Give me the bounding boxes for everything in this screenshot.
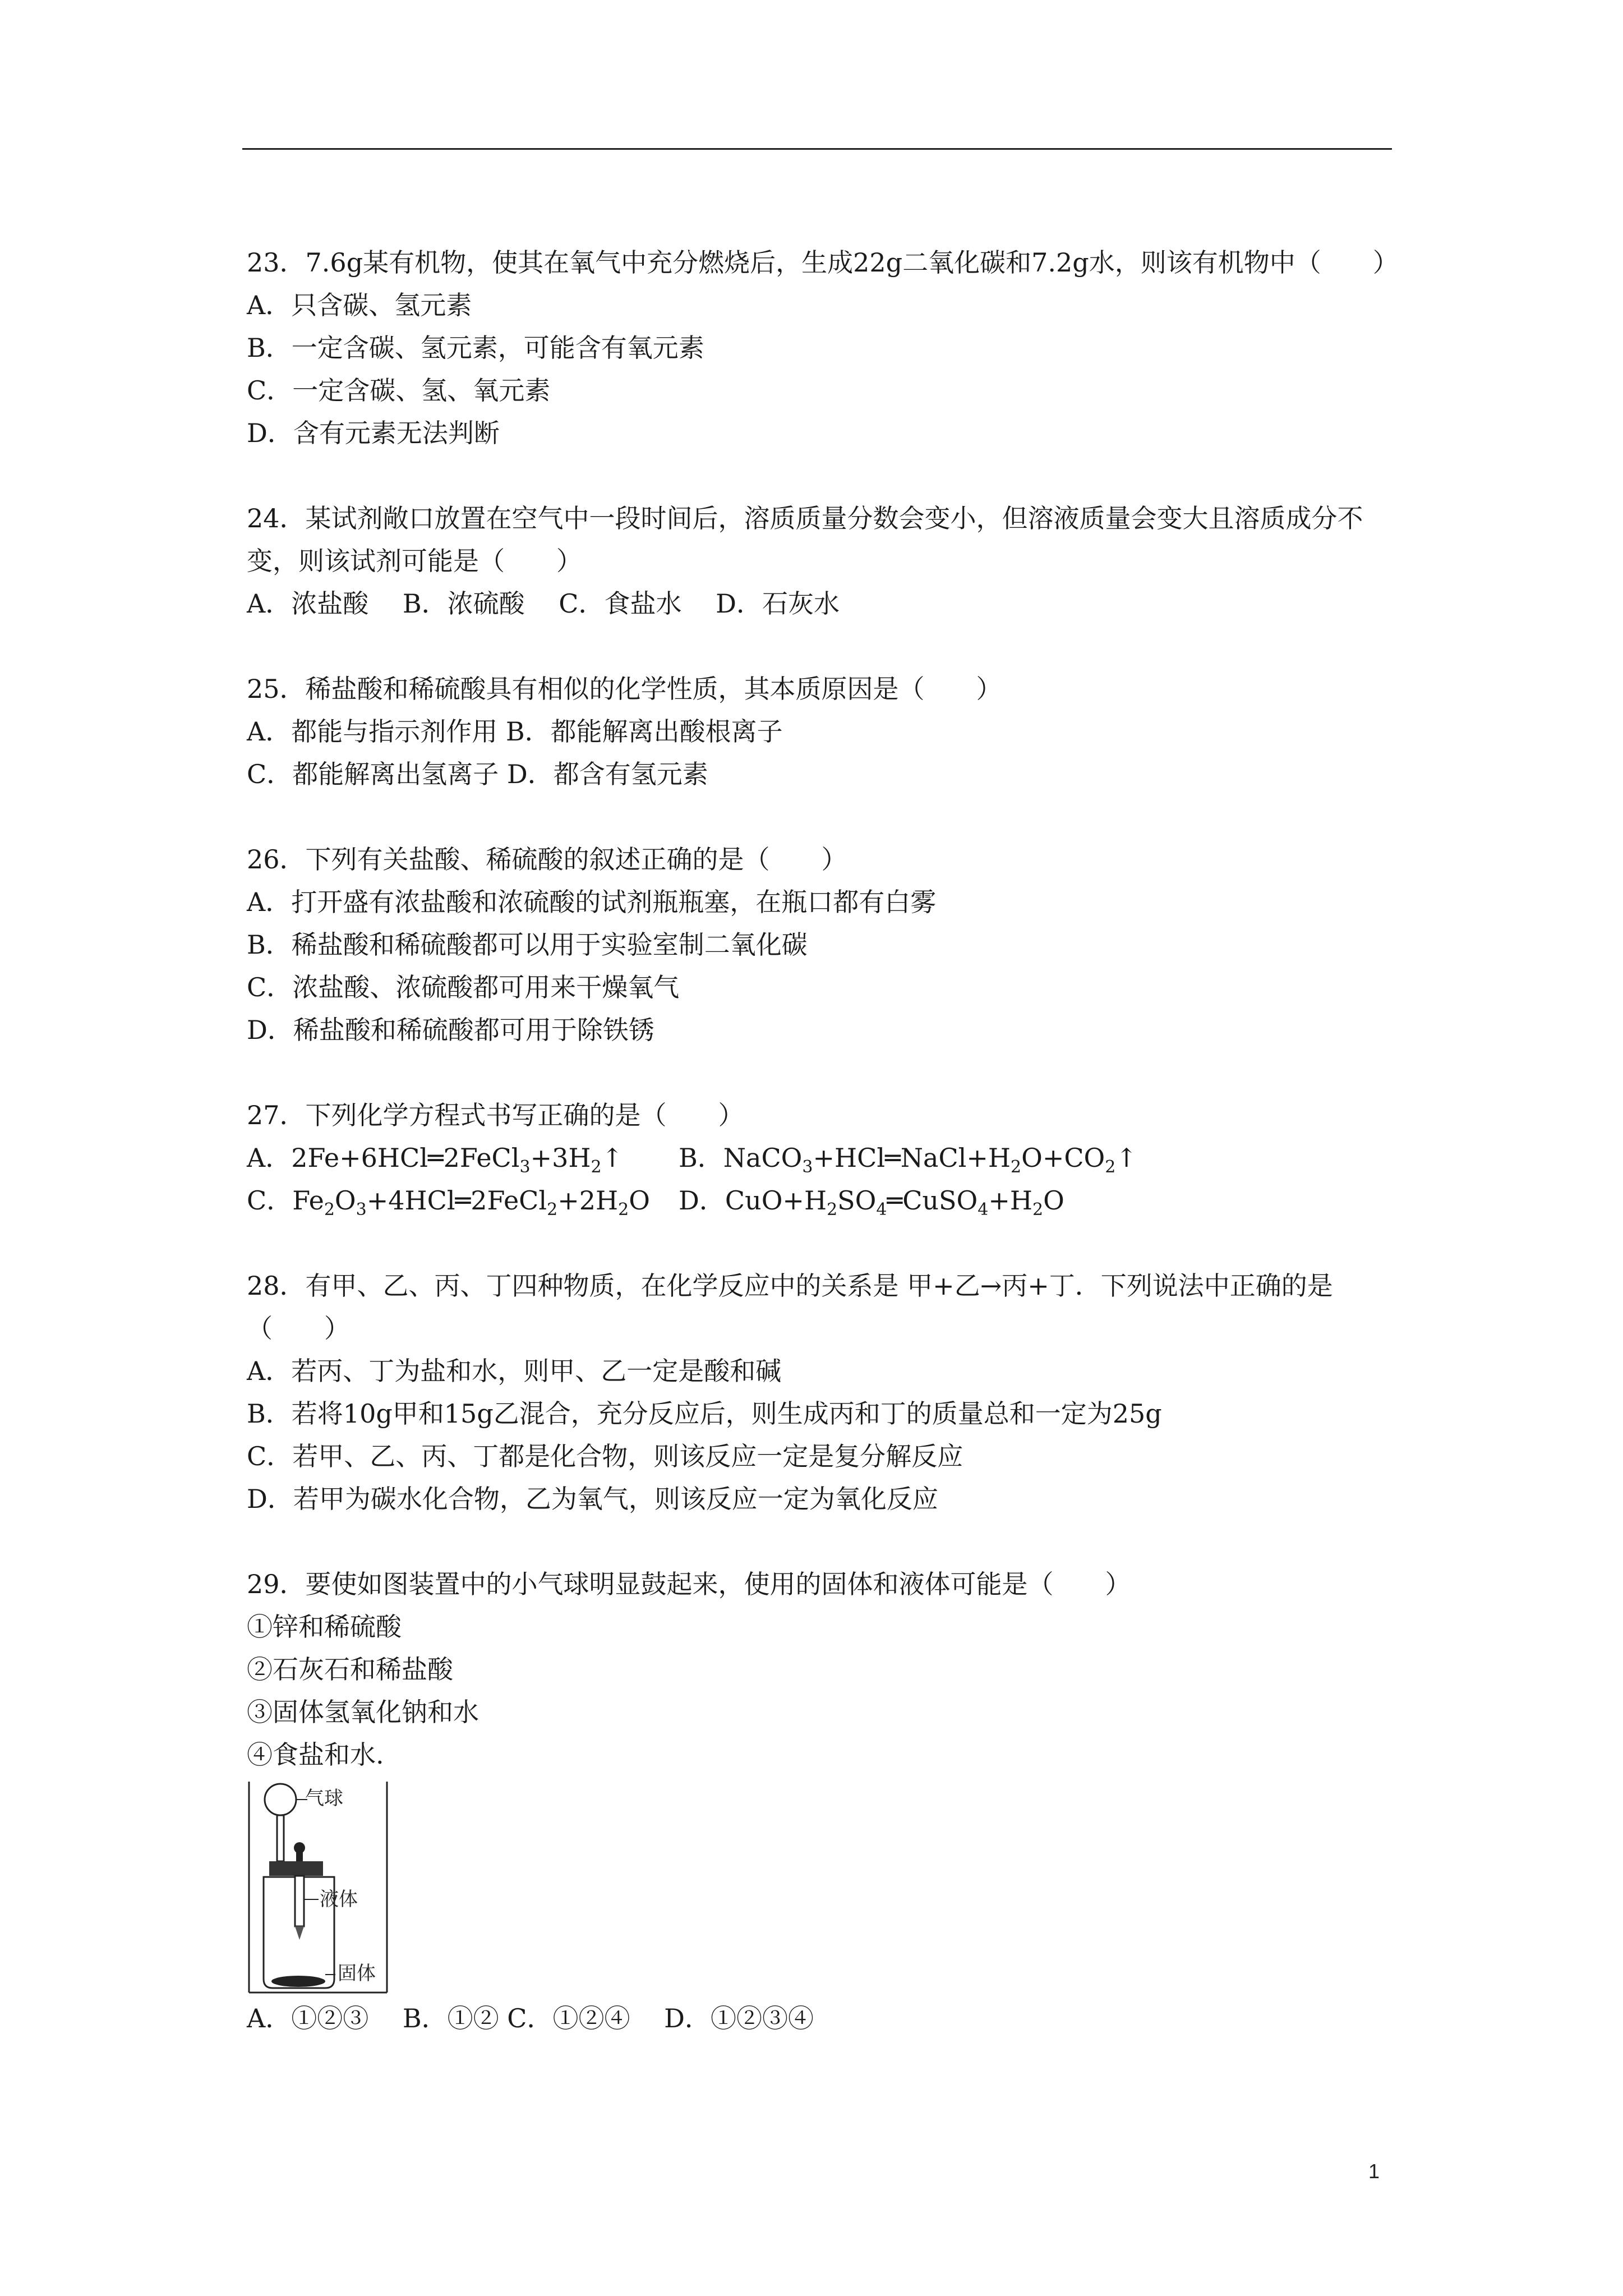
eq-text: 2FeCl [471,1185,547,1216]
eq-subscript: 2 [324,1200,335,1220]
gas-arrow: ↑ [601,1143,624,1173]
choice-item-1: ①锌和稀硫酸 [247,1612,402,1642]
option-d: D．若甲为碳水化合物，乙为氧气，则该反应一定为氧化反应 [247,1484,938,1514]
options-row: A．浓盐酸 B．浓硫酸 C．食盐水 D．石灰水 [247,588,840,619]
eq-subscript: 4 [978,1200,989,1220]
balloon-label: 气球 [305,1787,343,1810]
eq-text: O [334,1185,356,1216]
eq-text: B．NaCO [679,1143,803,1173]
question-29 [247,1563,1391,2040]
eq-subscript: 2 [1011,1157,1022,1177]
eq-text: +HCl [813,1143,886,1173]
eq-text: +3H [530,1143,591,1173]
equation-d [679,1185,1064,1220]
header-rule [242,148,1392,150]
question-stem: 27．下列化学方程式书写正确的是（ ） [247,1100,744,1130]
option-c: C．若甲、乙、丙、丁都是化合物，则该反应一定是复分解反应 [247,1441,963,1471]
question-stem: 26．下列有关盐酸、稀硫酸的叙述正确的是（ ） [247,844,847,875]
eq-subscript: 2 [827,1200,838,1220]
question-28 [247,1264,1391,1520]
equation-a [247,1137,679,1179]
eq-text: O [629,1185,650,1216]
option-d: D．含有元素无法判断 [247,418,500,448]
eq-sign: ═ [887,1185,903,1216]
question-27 [247,1094,1391,1222]
eq-subscript: 3 [519,1157,531,1177]
eq-sign: ═ [885,1143,901,1173]
option-d: D．稀盐酸和稀硫酸都可用于除铁锈 [247,1015,654,1045]
question-stem: 29．要使如图装置中的小气球明显鼓起来，使用的固体和液体可能是（ ） [247,1569,1131,1599]
eq-text: C．Fe [247,1185,324,1216]
option-a: A．若丙、丁为盐和水，则甲、乙一定是酸和碱 [247,1356,782,1386]
option-a: A．只含碳、氢元素 [247,290,472,320]
page-number: 1 [1368,2160,1380,2183]
eq-subscript: 4 [876,1200,887,1220]
options-row-ab [247,1137,1391,1179]
eq-subscript: 2 [547,1200,558,1220]
question-23 [247,241,1399,454]
eq-text: +2H [557,1185,619,1216]
choice-item-2: ②石灰石和稀盐酸 [247,1654,453,1685]
question-stem: 23．7.6g某有机物，使其在氧气中充分燃烧后，生成22g二氧化碳和7.2g水，则该有机物中（ ） [247,247,1399,278]
option-b: B．若将10g甲和15g乙混合，充分反应后，则生成丙和丁的质量总和一定为25g [247,1398,1162,1429]
options-row-cd: C．都能解离出氢离子 D．都含有氢元素 [247,759,708,789]
equation-c [247,1179,679,1222]
eq-subscript: 2 [1032,1200,1044,1220]
choice-item-3: ③固体氢氧化钠和水 [247,1697,479,1727]
option-c: C．一定含碳、氢、氧元素 [247,375,551,406]
question-list [247,241,1399,2082]
eq-subscript: 2 [591,1157,602,1177]
options-row-cd [247,1179,1391,1222]
eq-text: NaCl+H [900,1143,1011,1173]
question-25 [247,668,1391,795]
eq-text: +H [988,1185,1033,1216]
eq-sign: ═ [455,1185,471,1216]
question-24 [247,497,1391,625]
option-b: B．稀盐酸和稀硫酸都可以用于实验室制二氧化碳 [247,930,808,960]
eq-text: CuSO [902,1185,978,1216]
eq-text: SO [837,1185,877,1216]
eq-text: A．2Fe+6HCl [247,1143,428,1173]
eq-sign: ═ [427,1143,444,1173]
question-stem: 25．稀盐酸和稀硫酸具有相似的化学性质，其本质原因是（ ） [247,674,1002,704]
eq-subscript: 3 [356,1200,367,1220]
eq-text: O+CO [1021,1143,1105,1173]
option-a: A．打开盛有浓盐酸和浓硫酸的试剂瓶瓶塞，在瓶口都有白雾 [247,887,937,917]
eq-text: D．CuO+H [679,1185,827,1216]
liquid-label: 液体 [320,1888,358,1911]
option-b: B．一定含碳、氢元素，可能含有氧元素 [247,333,704,363]
solid-label: 固体 [338,1962,376,1985]
question-stem: 24．某试剂敞口放置在空气中一段时间后，溶质质量分数会变小，但溶液质量会变大且溶质成分不变，则该试剂可能是（ ） [247,503,1363,576]
eq-subscript: 2 [618,1200,629,1220]
gas-arrow: ↑ [1115,1143,1137,1173]
eq-subscript: 2 [1105,1157,1116,1177]
eq-subscript: 3 [802,1157,813,1177]
question-26 [247,838,1391,1051]
option-c: C．浓盐酸、浓硫酸都可用来干燥氧气 [247,972,680,1002]
choice-item-4: ④食盐和水. [247,1740,384,1770]
eq-text: O [1043,1185,1064,1216]
options-row-ab: A．都能与指示剂作用 B．都能解离出酸根离子 [247,716,783,747]
equation-b [679,1143,1137,1177]
question-stem: 28．有甲、乙、丙、丁四种物质，在化学反应中的关系是 甲+乙→丙+丁．下列说法中正确的是（ ） [247,1271,1333,1343]
options-row: A．①②③ B．①② C．①②④ D．①②③④ [247,2003,814,2033]
apparatus-figure [247,1782,393,1995]
eq-text: 2FeCl [443,1143,520,1173]
eq-text: +4HCl [366,1185,455,1216]
